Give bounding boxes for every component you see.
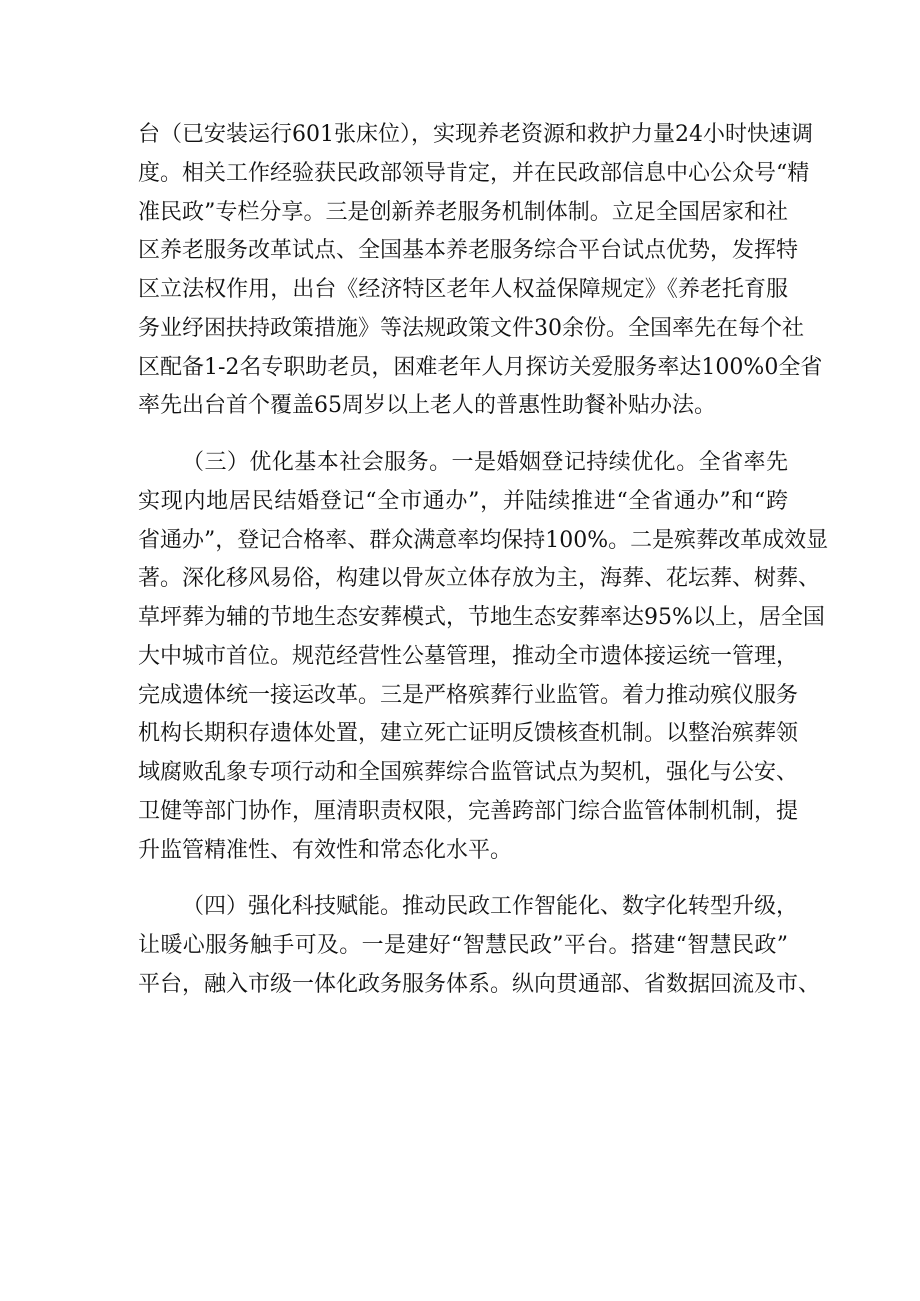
text-line: 域腐败乱象专项行动和全国殡葬综合监管试点为契机，强化与公安、 <box>138 760 799 785</box>
paragraph-gap <box>138 426 788 444</box>
text-line: 区配备1-2名专职助老员，困难老年人月探访关爱服务率达100%0全省 <box>138 354 823 380</box>
text-line: 著。深化移风易俗，构建以骨灰立体存放为主，海葬、花坛葬、树葬、 <box>138 566 821 592</box>
text-line: 率先出台首个覆盖65周岁以上老人的普惠性助餐补贴办法。 <box>138 393 716 419</box>
text-line: 平台，融入市级一体化政务服务体系。纵向贯通部、省数据回流及市、 <box>138 971 821 997</box>
text-line: 升监管精准性、有效性和常态化水平。 <box>138 837 513 863</box>
text-line: 区养老服务改革试点、全国基本养老服务综合平台试点优势，发挥特 <box>138 238 799 264</box>
text-line: （四）强化科技赋能。推动民政工作智能化、数字化转型升级， <box>182 894 799 920</box>
document-body <box>138 116 829 1005</box>
text-line: 务业纾困扶持政策措施》等法规政策文件30余份。全国率先在每个社 <box>138 315 804 341</box>
text-line: 实现内地居民结婚登记“全市通办”，并陆续推进“全省通办”和“跨 <box>138 488 788 514</box>
text-line: （三）优化基本社会服务。一是婚姻登记持续优化。全省率先 <box>182 450 788 475</box>
text-line: 度。相关工作经验获民政部领导肯定，并在民政部信息中心公众号“精 <box>138 160 810 186</box>
text-line: 区立法权作用，出台《经济特区老年人权益保障规定》《养老托育服 <box>138 277 788 302</box>
text-line: 卫健等部门协作，厘清职责权限，完善跨部门综合监管体制机制，提 <box>138 798 799 824</box>
text-line: 机构长期积存遗体处置，建立死亡证明反馈核查机制。以整治殡葬领 <box>138 721 799 747</box>
text-line: 完成遗体统一接运改革。三是严格殡葬行业监管。着力推动殡仪服务 <box>138 682 799 708</box>
text-line: 准民政”专栏分享。三是创新养老服务机制体制。立足全国居家和社 <box>138 199 788 225</box>
paragraph-gap <box>138 870 788 888</box>
text-line: 让暖心服务触手可及。一是建好“智慧民政”平台。搭建“智慧民政” <box>138 933 788 958</box>
text-line: 草坪葬为辅的节地生态安葬模式，节地生态安葬率达95%以上，居全国 <box>138 605 825 630</box>
text-line: 大中城市首位。规范经营性公墓管理，推动全市遗体接运统一管理， <box>138 643 799 669</box>
text-line: 台（已安装运行601张床位），实现养老资源和救护力量24小时快速调 <box>138 122 813 147</box>
text-line: 省通办”，登记合格率、群众满意率均保持100%。二是殡葬改革成效显 <box>138 527 829 553</box>
